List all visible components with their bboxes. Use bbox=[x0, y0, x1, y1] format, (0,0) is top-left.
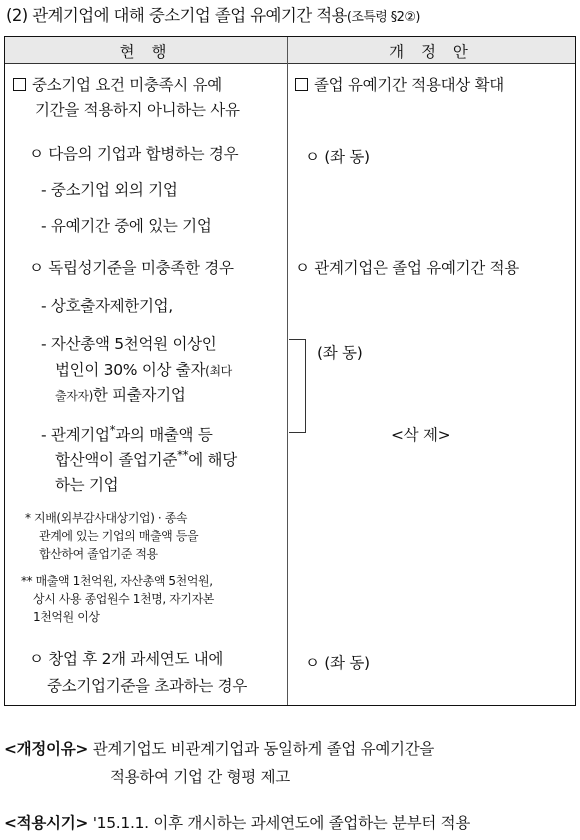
right-item-3: ㅇ 관계기업은 졸업 유예기간 적용 bbox=[295, 259, 519, 277]
section-title bbox=[6, 2, 420, 26]
header-current: 현 행 bbox=[119, 43, 173, 61]
section-title-ref: (조특령 §2②) bbox=[346, 10, 420, 25]
bracket bbox=[289, 339, 306, 433]
reason-text: 관계기업도 비관계기업과 동일하게 졸업 유예기간을 bbox=[92, 740, 435, 758]
left-item-8 bbox=[41, 423, 213, 445]
right-item-2: ㅇ (좌 동) bbox=[305, 148, 370, 166]
left-item-8c-text: 합산액이 졸업기준 bbox=[55, 451, 178, 470]
section-title-text: (2) 관계기업에 대해 중소기업 졸업 유예기간 적용 bbox=[6, 6, 347, 25]
left-item-8b: 과의 매출액 등 bbox=[115, 426, 213, 445]
footnote-mark-2: ** bbox=[177, 448, 189, 462]
left-item-7b-text: 법인이 30% 이상 출자 bbox=[55, 361, 206, 379]
footnote-2c: 1천억원 이상 bbox=[33, 610, 100, 624]
left-item-7c: (최다 bbox=[205, 364, 232, 378]
column-divider bbox=[287, 37, 288, 705]
left-item-9: ㅇ 창업 후 2개 과세연도 내에 bbox=[29, 650, 224, 668]
left-item-8c bbox=[55, 448, 237, 470]
left-item-7b bbox=[55, 358, 232, 380]
footnote-1c: 합산하여 졸업기준 적용 bbox=[39, 547, 158, 561]
right-item-5: <삭 제> bbox=[391, 426, 451, 444]
right-item-4: (좌 동) bbox=[317, 344, 363, 362]
left-item-1-text: 중소기업 요건 미충족시 유예 bbox=[32, 76, 222, 94]
left-item-6: - 상호출자제한기업, bbox=[41, 297, 173, 315]
left-item-7d-text: 출자자) bbox=[55, 389, 93, 403]
right-item-1-text: 졸업 유예기간 적용대상 확대 bbox=[314, 76, 504, 94]
left-item-4: - 유예기간 중에 있는 기업 bbox=[41, 217, 212, 235]
left-item-9b: 중소기업기준을 초과하는 경우 bbox=[47, 677, 248, 695]
effective-text: '15.1.1. 이후 개시하는 과세연도에 졸업하는 분부터 적용 bbox=[92, 814, 471, 832]
left-item-2: ㅇ 다음의 기업과 합병하는 경우 bbox=[29, 145, 239, 163]
left-item-7d bbox=[55, 383, 186, 405]
left-item-5: ㅇ 독립성기준을 미충족한 경우 bbox=[29, 259, 234, 277]
footnote-2b: 상시 사용 종업원수 1천명, 자기자본 bbox=[33, 592, 214, 606]
left-item-3: - 중소기업 외의 기업 bbox=[41, 181, 178, 199]
left-item-1 bbox=[13, 73, 222, 95]
footnote-1b: 관계에 있는 기업의 매출액 등을 bbox=[39, 529, 199, 543]
comparison-table bbox=[4, 36, 576, 706]
left-item-7e: 한 피출자기업 bbox=[92, 386, 186, 404]
checkbox-square-icon bbox=[13, 78, 26, 91]
left-item-8f: 하는 기업 bbox=[55, 476, 119, 494]
left-item-8e: 에 해당 bbox=[188, 451, 237, 470]
right-item-6: ㅇ (좌 동) bbox=[305, 654, 370, 672]
footnote-1: * 지배(외부감사대상기업) · 종속 bbox=[25, 511, 188, 525]
left-item-8-text: - 관계기업 bbox=[41, 426, 110, 445]
reason-line-2: 적용하여 기업 간 형평 제고 bbox=[110, 768, 290, 786]
left-item-7: - 자산총액 5천억원 이상인 bbox=[41, 335, 217, 353]
reason-line bbox=[4, 737, 434, 759]
footnote-mark-1: * bbox=[109, 423, 116, 437]
reason-label: <개정이유> bbox=[4, 740, 89, 758]
checkbox-square-icon bbox=[295, 78, 308, 91]
right-item-1 bbox=[295, 73, 504, 95]
effective-line bbox=[4, 811, 470, 833]
table-header bbox=[5, 37, 575, 64]
effective-label: <적용시기> bbox=[4, 814, 89, 832]
left-item-1b: 기간을 적용하지 아니하는 사유 bbox=[35, 101, 240, 119]
footnote-2: ** 매출액 1천억원, 자산총액 5천억원, bbox=[21, 574, 213, 588]
header-revised: 개 정 안 bbox=[389, 43, 474, 61]
